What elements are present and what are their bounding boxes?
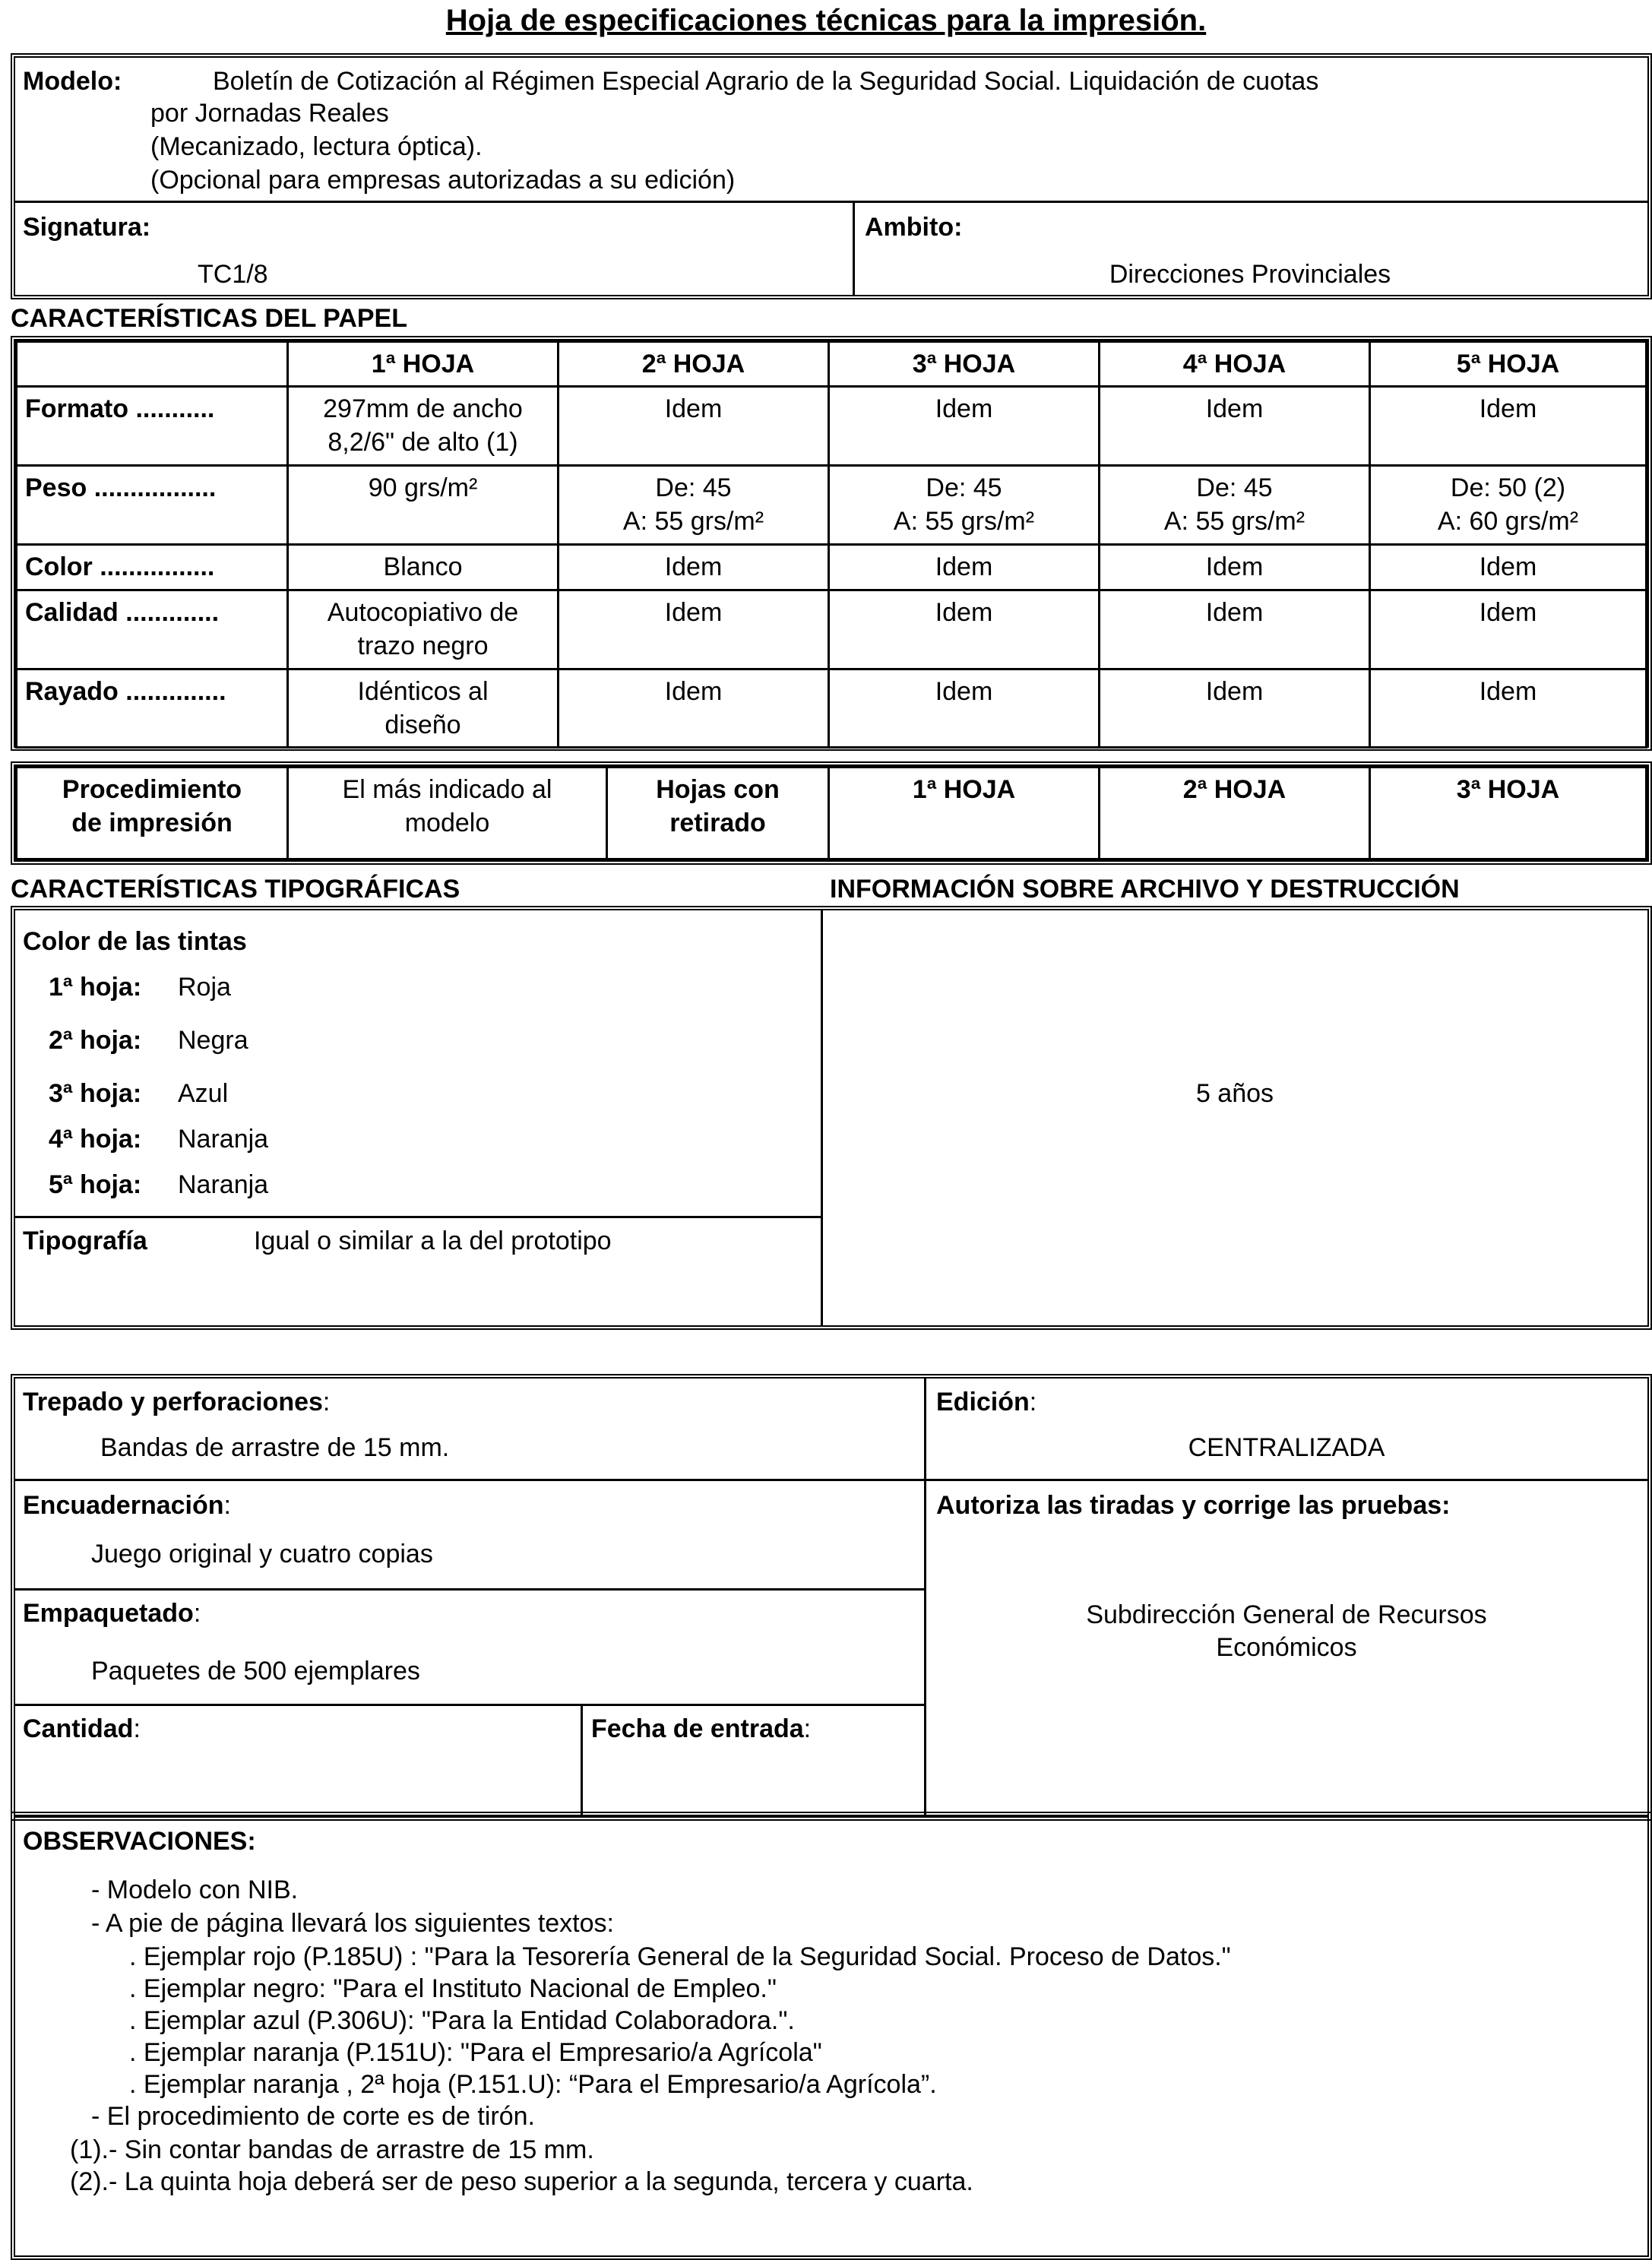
ink-sheet-3: 3ª hoja:: [49, 1079, 142, 1108]
edicion-value: CENTRALIZADA: [1188, 1433, 1385, 1462]
cantidad-label-group: Cantidad:: [23, 1714, 141, 1743]
cell: De: 45 A: 55 grs/m²: [829, 466, 1100, 544]
tipografia-label: Tipografía: [23, 1227, 147, 1255]
cell: Idem: [559, 387, 829, 466]
empaquetado-label-group: Empaquetado:: [23, 1599, 201, 1628]
divider: [581, 1704, 583, 1816]
ink-color-4: Naranja: [178, 1125, 269, 1154]
table-row: [17, 669, 1647, 747]
paper-section-title: CARACTERÍSTICAS DEL PAPEL: [11, 304, 408, 333]
ink-color-3: Azul: [178, 1079, 229, 1108]
modelo-line-1: Boletín de Cotización al Régimen Especial Agrario de la Seguridad Social. Liquidación de cuotas: [213, 67, 1319, 96]
procedure-table: [15, 766, 1647, 860]
paper-table: [15, 340, 1647, 749]
col-header-2: 2ª HOJA: [559, 342, 829, 387]
cell: Blanco: [288, 544, 559, 590]
typography-vdivider: [821, 910, 823, 1325]
obs-line: . Ejemplar azul (P.306U): "Para la Entidad Colaboradora.".: [129, 2006, 795, 2035]
procedure-value: El más indicado al modelo: [288, 768, 607, 859]
cell: Idem: [829, 544, 1100, 590]
obs-line: . Ejemplar rojo (P.185U) : "Para la Tesorería General de la Seguridad Social. Proceso de Datos.": [129, 1942, 1231, 1971]
typography-box: [11, 906, 1652, 1330]
encuadernacion-label-group: Encuadernación:: [23, 1491, 231, 1520]
cell: Idem: [1370, 590, 1647, 669]
empaquetado-value: Paquetes de 500 ejemplares: [91, 1657, 420, 1686]
autoriza-value: Subdirección General de Recursos Económicos: [1086, 1600, 1487, 1662]
cell: Idem: [559, 544, 829, 590]
retirado-label: Hojas con retirado: [607, 768, 829, 859]
cell: Idem: [1370, 544, 1647, 590]
inks-label: Color de las tintas: [23, 927, 247, 956]
modelo-line-2: por Jornadas Reales: [150, 99, 389, 128]
ink-sheet-1: 1ª hoja:: [49, 973, 142, 1002]
ink-color-1: Roja: [178, 973, 231, 1002]
retirado-sheet-1: 1ª HOJA: [829, 768, 1100, 859]
modelo-line-3: (Mecanizado, lectura óptica).: [150, 132, 483, 161]
cell: De: 45 A: 55 grs/m²: [1100, 466, 1370, 544]
header-box: [11, 53, 1652, 299]
divider: [924, 1479, 1647, 1481]
autoriza-label: Autoriza las tiradas y corrige las pruebas:: [936, 1491, 1451, 1520]
obs-line: . Ejemplar naranja , 2ª hoja (P.151.U): “Para el Empresario/a Agrícola”.: [129, 2070, 937, 2099]
tipografia-divider: [15, 1216, 822, 1218]
production-box: [11, 1374, 1652, 1821]
col-header-1: 1ª HOJA: [288, 342, 559, 387]
cell: Idem: [559, 669, 829, 747]
ambito-value: Direcciones Provinciales: [1109, 260, 1391, 289]
cell: Idem: [1100, 669, 1370, 747]
cell: Idem: [559, 590, 829, 669]
obs-line: - El procedimiento de corte es de tirón.: [91, 2102, 535, 2131]
cell: 297mm de ancho 8,2/6" de alto (1): [288, 387, 559, 466]
cell: Idem: [1370, 387, 1647, 466]
paper-corner-cell: [17, 342, 288, 387]
modelo-line-4: (Opcional para empresas autorizadas a su edición): [150, 166, 736, 195]
ink-color-2: Negra: [178, 1026, 248, 1055]
observaciones-box: [11, 1812, 1652, 2260]
obs-line: . Ejemplar naranja (P.151U): "Para el Empresario/a Agrícola": [129, 2038, 822, 2067]
cell: Idem: [1100, 544, 1370, 590]
table-row: [17, 590, 1647, 669]
procedure-label: Procedimiento de impresión: [17, 768, 288, 859]
cell: 90 grs/m²: [288, 466, 559, 544]
observaciones-label: OBSERVACIONES:: [23, 1827, 256, 1856]
row-label-color: Color ................: [17, 544, 288, 590]
obs-line: (1).- Sin contar bandas de arrastre de 15 mm.: [70, 2135, 594, 2164]
encuadernacion-value: Juego original y cuatro copias: [91, 1540, 433, 1568]
trepado-value: Bandas de arrastre de 15 mm.: [100, 1433, 450, 1462]
cell: Idénticos al diseño: [288, 669, 559, 747]
cell: De: 45 A: 55 grs/m²: [559, 466, 829, 544]
divider: [15, 1588, 926, 1591]
retirado-sheet-2: 2ª HOJA: [1100, 768, 1370, 859]
obs-line: (2).- La quinta hoja deberá ser de peso superior a la segunda, tercera y cuarta.: [70, 2167, 973, 2196]
archive-section-title: INFORMACIÓN SOBRE ARCHIVO Y DESTRUCCIÓN: [830, 875, 1460, 904]
cell: Idem: [1370, 669, 1647, 747]
fecha-label-group: Fecha de entrada:: [591, 1714, 812, 1743]
ink-sheet-5: 5ª hoja:: [49, 1170, 142, 1199]
table-row: [17, 466, 1647, 544]
obs-line: - Modelo con NIB.: [91, 1875, 299, 1904]
cell: Idem: [829, 387, 1100, 466]
divider: [15, 1704, 926, 1706]
cell: De: 50 (2) A: 60 grs/m²: [1370, 466, 1647, 544]
row-label-rayado: Rayado ..............: [17, 669, 288, 747]
page-title: Hoja de especificaciones técnicas para la impresión.: [445, 4, 1207, 37]
divider: [15, 1479, 926, 1481]
obs-line: - A pie de página llevará los siguientes textos:: [91, 1909, 614, 1938]
ink-sheet-4: 4ª hoja:: [49, 1125, 142, 1154]
signatura-label: Signatura:: [23, 213, 151, 242]
col-header-4: 4ª HOJA: [1100, 342, 1370, 387]
header-divider: [15, 201, 1647, 203]
ink-color-5: Naranja: [178, 1170, 269, 1199]
cell: Idem: [1100, 590, 1370, 669]
cell: Autocopiativo de trazo negro: [288, 590, 559, 669]
cell: Idem: [1100, 387, 1370, 466]
retirado-sheet-3: 3ª HOJA: [1370, 768, 1647, 859]
row-label-calidad: Calidad .............: [17, 590, 288, 669]
cell: Idem: [829, 590, 1100, 669]
archive-value: 5 años: [1195, 1079, 1274, 1108]
col-header-3: 3ª HOJA: [829, 342, 1100, 387]
table-row: [17, 544, 1647, 590]
trepado-label-group: Trepado y perforaciones:: [23, 1388, 331, 1416]
modelo-label: Modelo:: [23, 67, 122, 96]
table-row: [17, 387, 1647, 466]
row-label-formato: Formato ...........: [17, 387, 288, 466]
edicion-label-group: Edición:: [936, 1388, 1037, 1416]
typography-section-title: CARACTERÍSTICAS TIPOGRÁFICAS: [11, 875, 460, 904]
tipografia-value: Igual o similar a la del prototipo: [254, 1227, 612, 1255]
col-header-5: 5ª HOJA: [1370, 342, 1647, 387]
paper-table-box: [11, 336, 1652, 751]
row-label-peso: Peso .................: [17, 466, 288, 544]
obs-line: . Ejemplar negro: "Para el Instituto Nacional de Empleo.": [129, 1974, 777, 2003]
cell: Idem: [829, 669, 1100, 747]
procedure-box: [11, 761, 1652, 865]
ambito-label: Ambito:: [865, 213, 963, 242]
ink-sheet-2: 2ª hoja:: [49, 1026, 142, 1055]
signatura-value: TC1/8: [198, 260, 268, 289]
